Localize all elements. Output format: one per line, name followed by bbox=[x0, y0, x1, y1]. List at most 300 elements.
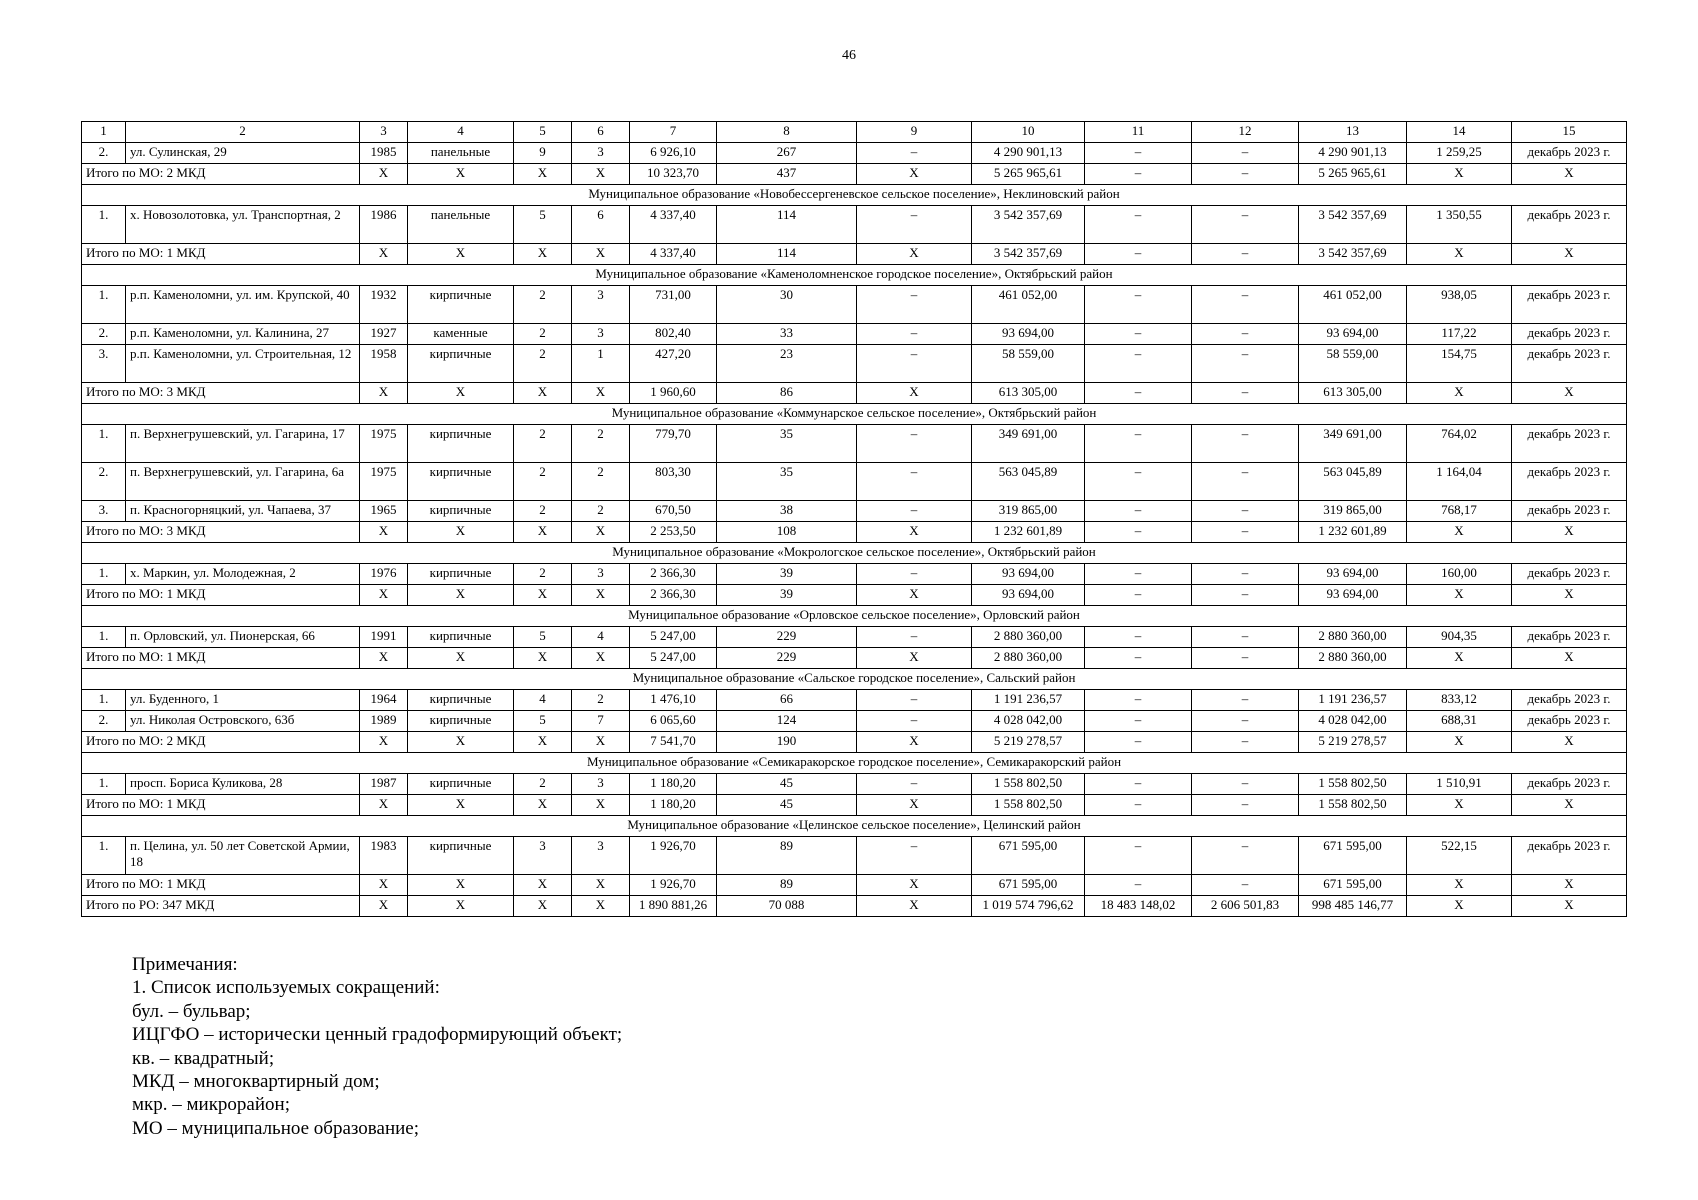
subtotal-cell: 89 bbox=[717, 875, 857, 896]
abbreviation-item: кв. – квадратный; bbox=[132, 1047, 275, 1069]
subtotal-cell: 1 180,20 bbox=[630, 795, 717, 816]
building-address: просп. Бориса Куликова, 28 bbox=[126, 774, 360, 795]
subtotal-cell: Х bbox=[857, 585, 972, 606]
building-cell: 2 bbox=[572, 425, 630, 463]
subtotal-cell: 190 bbox=[717, 732, 857, 753]
building-cell: 2 366,30 bbox=[630, 564, 717, 585]
subtotal-cell: Х bbox=[1407, 244, 1512, 265]
building-cell: – bbox=[857, 143, 972, 164]
subtotal-cell: Х bbox=[408, 648, 514, 669]
abbreviation-item: бул. – бульвар; bbox=[132, 1000, 251, 1022]
building-cell: 229 bbox=[717, 627, 857, 648]
building-cell: 803,30 bbox=[630, 463, 717, 501]
subtotal-cell: 10 323,70 bbox=[630, 164, 717, 185]
subtotal-cell: Х bbox=[360, 585, 408, 606]
subtotal-cell: Х bbox=[1407, 875, 1512, 896]
building-cell: 2 bbox=[514, 774, 572, 795]
subtotal-cell: Х bbox=[360, 795, 408, 816]
subtotal-cell: 3 542 357,69 bbox=[1299, 244, 1407, 265]
building-cell: – bbox=[1192, 143, 1299, 164]
building-cell: – bbox=[1085, 324, 1192, 345]
subtotal-cell: Х bbox=[857, 896, 972, 917]
subtotal-cell: 39 bbox=[717, 585, 857, 606]
building-cell: 671 595,00 bbox=[1299, 837, 1407, 875]
column-number-cell: 7 bbox=[630, 122, 717, 143]
building-cell: 2 bbox=[572, 690, 630, 711]
building-cell: – bbox=[1192, 837, 1299, 875]
building-cell: 6 065,60 bbox=[630, 711, 717, 732]
row-number: 1. bbox=[82, 690, 126, 711]
row-number: 3. bbox=[82, 501, 126, 522]
building-address: р.п. Каменоломни, ул. Калинина, 27 bbox=[126, 324, 360, 345]
building-cell: декабрь 2023 г. bbox=[1512, 345, 1627, 383]
building-cell: 160,00 bbox=[1407, 564, 1512, 585]
subtotal-row bbox=[82, 648, 1627, 669]
building-cell: 1975 bbox=[360, 463, 408, 501]
building-cell: 30 bbox=[717, 286, 857, 324]
subtotal-cell: Х bbox=[514, 648, 572, 669]
column-number-cell: 5 bbox=[514, 122, 572, 143]
subtotal-cell: Х bbox=[857, 732, 972, 753]
building-cell: – bbox=[1085, 286, 1192, 324]
building-row bbox=[82, 463, 1627, 501]
building-cell: – bbox=[1085, 501, 1192, 522]
building-cell: 9 bbox=[514, 143, 572, 164]
building-cell: 3 bbox=[572, 564, 630, 585]
subtotal-cell: Х bbox=[572, 585, 630, 606]
column-number-cell: 13 bbox=[1299, 122, 1407, 143]
building-cell: 2 bbox=[514, 425, 572, 463]
building-cell: 2 bbox=[572, 463, 630, 501]
building-cell: 1989 bbox=[360, 711, 408, 732]
subtotal-cell: 1 960,60 bbox=[630, 383, 717, 404]
building-cell: кирпичные bbox=[408, 345, 514, 383]
row-number: 1. bbox=[82, 837, 126, 875]
building-cell: кирпичные bbox=[408, 286, 514, 324]
building-cell: кирпичные bbox=[408, 425, 514, 463]
column-number-cell: 10 bbox=[972, 122, 1085, 143]
column-number-cell: 1 bbox=[82, 122, 126, 143]
building-cell: 938,05 bbox=[1407, 286, 1512, 324]
building-cell: 1 164,04 bbox=[1407, 463, 1512, 501]
subtotal-cell: 5 247,00 bbox=[630, 648, 717, 669]
building-cell: 427,20 bbox=[630, 345, 717, 383]
building-cell: – bbox=[1192, 286, 1299, 324]
building-row bbox=[82, 690, 1627, 711]
subtotal-cell: 1 232 601,89 bbox=[1299, 522, 1407, 543]
subtotal-cell: Х bbox=[408, 732, 514, 753]
subtotal-label: Итого по РО: 347 МКД bbox=[82, 896, 360, 917]
building-cell: 904,35 bbox=[1407, 627, 1512, 648]
building-cell: – bbox=[1192, 711, 1299, 732]
building-cell: декабрь 2023 г. bbox=[1512, 324, 1627, 345]
subtotal-cell: 2 880 360,00 bbox=[972, 648, 1085, 669]
building-cell: – bbox=[857, 501, 972, 522]
building-cell: – bbox=[1085, 627, 1192, 648]
subtotal-cell: – bbox=[1192, 244, 1299, 265]
building-cell: 2 bbox=[514, 564, 572, 585]
subtotal-row bbox=[82, 244, 1627, 265]
building-cell: 2 bbox=[572, 501, 630, 522]
building-cell: 114 bbox=[717, 206, 857, 244]
building-cell: 688,31 bbox=[1407, 711, 1512, 732]
subtotal-cell: 437 bbox=[717, 164, 857, 185]
subtotal-cell: Х bbox=[572, 648, 630, 669]
building-row bbox=[82, 627, 1627, 648]
subtotal-cell: Х bbox=[1512, 164, 1627, 185]
building-cell: 764,02 bbox=[1407, 425, 1512, 463]
building-cell: 1 350,55 bbox=[1407, 206, 1512, 244]
subtotal-cell: Х bbox=[1512, 383, 1627, 404]
subtotal-cell: 229 bbox=[717, 648, 857, 669]
building-cell: – bbox=[1192, 564, 1299, 585]
building-cell: – bbox=[857, 463, 972, 501]
subtotal-label: Итого по МО: 3 МКД bbox=[82, 522, 360, 543]
subtotal-cell: – bbox=[1192, 795, 1299, 816]
subtotal-cell: Х bbox=[514, 875, 572, 896]
subtotal-cell: Х bbox=[857, 875, 972, 896]
building-cell: – bbox=[857, 690, 972, 711]
building-cell: 45 bbox=[717, 774, 857, 795]
building-cell: декабрь 2023 г. bbox=[1512, 463, 1627, 501]
building-cell: – bbox=[1192, 627, 1299, 648]
building-cell: 3 bbox=[572, 774, 630, 795]
building-cell: 1 191 236,57 bbox=[1299, 690, 1407, 711]
building-address: ул. Буденного, 1 bbox=[126, 690, 360, 711]
subtotal-cell: Х bbox=[857, 164, 972, 185]
building-cell: – bbox=[1192, 206, 1299, 244]
subtotal-cell: Х bbox=[408, 795, 514, 816]
building-cell: 4 337,40 bbox=[630, 206, 717, 244]
subtotal-cell: Х bbox=[572, 896, 630, 917]
subtotal-cell: 93 694,00 bbox=[972, 585, 1085, 606]
building-cell: 58 559,00 bbox=[1299, 345, 1407, 383]
municipality-name: Муниципальное образование «Сальское городское поселение», Сальский район bbox=[82, 669, 1627, 690]
building-cell: 2 bbox=[514, 501, 572, 522]
building-cell: 5 bbox=[514, 711, 572, 732]
subtotal-cell: 3 542 357,69 bbox=[972, 244, 1085, 265]
subtotal-cell: 1 232 601,89 bbox=[972, 522, 1085, 543]
municipality-name: Муниципальное образование «Орловское сельское поселение», Орловский район bbox=[82, 606, 1627, 627]
municipality-name: Муниципальное образование «Новобессергеневское сельское поселение», Неклиновский район bbox=[82, 185, 1627, 206]
building-cell: 1985 bbox=[360, 143, 408, 164]
building-cell: 6 bbox=[572, 206, 630, 244]
building-cell: 154,75 bbox=[1407, 345, 1512, 383]
subtotal-cell: 998 485 146,77 bbox=[1299, 896, 1407, 917]
column-number-cell: 4 bbox=[408, 122, 514, 143]
subtotal-cell: 1 890 881,26 bbox=[630, 896, 717, 917]
notes-title: Примечания: bbox=[132, 954, 238, 975]
building-cell: 93 694,00 bbox=[1299, 324, 1407, 345]
subtotal-cell: 5 265 965,61 bbox=[1299, 164, 1407, 185]
subtotal-cell: Х bbox=[360, 732, 408, 753]
building-cell: 4 028 042,00 bbox=[1299, 711, 1407, 732]
subtotal-cell: Х bbox=[1512, 244, 1627, 265]
building-cell: – bbox=[1085, 774, 1192, 795]
building-cell: панельные bbox=[408, 143, 514, 164]
building-cell: 6 926,10 bbox=[630, 143, 717, 164]
building-cell: 1 510,91 bbox=[1407, 774, 1512, 795]
building-cell: 39 bbox=[717, 564, 857, 585]
building-row bbox=[82, 711, 1627, 732]
building-cell: – bbox=[1192, 463, 1299, 501]
building-address: ул. Николая Островского, 63б bbox=[126, 711, 360, 732]
building-cell: декабрь 2023 г. bbox=[1512, 564, 1627, 585]
building-cell: кирпичные bbox=[408, 690, 514, 711]
column-number-cell: 2 bbox=[126, 122, 360, 143]
building-cell: 1964 bbox=[360, 690, 408, 711]
column-number-cell: 6 bbox=[572, 122, 630, 143]
building-cell: 267 bbox=[717, 143, 857, 164]
subtotal-row bbox=[82, 585, 1627, 606]
subtotal-cell: 18 483 148,02 bbox=[1085, 896, 1192, 917]
building-address: п. Верхнегрушевский, ул. Гагарина, 6а bbox=[126, 463, 360, 501]
building-cell: – bbox=[1085, 206, 1192, 244]
building-cell: 1 180,20 bbox=[630, 774, 717, 795]
building-cell: – bbox=[1085, 463, 1192, 501]
subtotal-label: Итого по МО: 1 МКД bbox=[82, 875, 360, 896]
municipality-name: Муниципальное образование «Каменоломненское городское поселение», Октябрьский район bbox=[82, 265, 1627, 286]
subtotal-cell: 1 558 802,50 bbox=[972, 795, 1085, 816]
building-cell: 802,40 bbox=[630, 324, 717, 345]
subtotal-cell: – bbox=[1085, 732, 1192, 753]
building-cell: 5 bbox=[514, 627, 572, 648]
building-cell: – bbox=[857, 345, 972, 383]
subtotal-cell: 70 088 bbox=[717, 896, 857, 917]
subtotal-cell: – bbox=[1085, 164, 1192, 185]
subtotal-row bbox=[82, 164, 1627, 185]
building-cell: 5 247,00 bbox=[630, 627, 717, 648]
subtotal-cell: – bbox=[1085, 795, 1192, 816]
building-cell: 670,50 bbox=[630, 501, 717, 522]
building-cell: – bbox=[1085, 564, 1192, 585]
row-number: 2. bbox=[82, 143, 126, 164]
municipality-name: Муниципальное образование «Целинское сельское поселение», Целинский район bbox=[82, 816, 1627, 837]
building-cell: 4 bbox=[514, 690, 572, 711]
building-cell: декабрь 2023 г. bbox=[1512, 425, 1627, 463]
building-cell: 4 290 901,13 bbox=[972, 143, 1085, 164]
building-cell: 3 542 357,69 bbox=[972, 206, 1085, 244]
abbreviation-item: МКД – многоквартирный дом; bbox=[132, 1071, 380, 1093]
building-row bbox=[82, 774, 1627, 795]
building-cell: 349 691,00 bbox=[1299, 425, 1407, 463]
building-cell: 1975 bbox=[360, 425, 408, 463]
building-row bbox=[82, 286, 1627, 324]
subtotal-cell: Х bbox=[1407, 585, 1512, 606]
row-number: 1. bbox=[82, 206, 126, 244]
building-address: п. Красногорняцкий, ул. Чапаева, 37 bbox=[126, 501, 360, 522]
building-cell: кирпичные bbox=[408, 463, 514, 501]
building-cell: декабрь 2023 г. bbox=[1512, 143, 1627, 164]
building-cell: – bbox=[1085, 690, 1192, 711]
row-number: 1. bbox=[82, 564, 126, 585]
subtotal-cell: Х bbox=[572, 732, 630, 753]
building-cell: – bbox=[1192, 345, 1299, 383]
subtotal-cell: Х bbox=[514, 585, 572, 606]
municipality-header-row bbox=[82, 185, 1627, 206]
building-cell: 3 bbox=[572, 837, 630, 875]
subtotal-cell: 2 606 501,83 bbox=[1192, 896, 1299, 917]
building-cell: 522,15 bbox=[1407, 837, 1512, 875]
building-cell: кирпичные bbox=[408, 564, 514, 585]
building-cell: 1 926,70 bbox=[630, 837, 717, 875]
building-cell: кирпичные bbox=[408, 837, 514, 875]
subtotal-cell: Х bbox=[514, 896, 572, 917]
building-cell: – bbox=[857, 286, 972, 324]
building-cell: панельные bbox=[408, 206, 514, 244]
building-cell: 3 542 357,69 bbox=[1299, 206, 1407, 244]
building-cell: 38 bbox=[717, 501, 857, 522]
building-cell: 35 bbox=[717, 425, 857, 463]
subtotal-cell: 108 bbox=[717, 522, 857, 543]
subtotal-label: Итого по МО: 1 МКД bbox=[82, 585, 360, 606]
building-cell: 833,12 bbox=[1407, 690, 1512, 711]
building-cell: 1 558 802,50 bbox=[1299, 774, 1407, 795]
building-cell: каменные bbox=[408, 324, 514, 345]
municipality-header-row bbox=[82, 669, 1627, 690]
column-number-cell: 12 bbox=[1192, 122, 1299, 143]
subtotal-cell: Х bbox=[572, 522, 630, 543]
page-number: 46 bbox=[842, 48, 856, 63]
subtotal-cell: Х bbox=[408, 522, 514, 543]
building-cell: декабрь 2023 г. bbox=[1512, 690, 1627, 711]
subtotal-cell: Х bbox=[572, 875, 630, 896]
subtotal-cell: Х bbox=[514, 244, 572, 265]
building-cell: – bbox=[1085, 425, 1192, 463]
building-cell: кирпичные bbox=[408, 501, 514, 522]
building-cell: 3 bbox=[572, 286, 630, 324]
municipality-header-row bbox=[82, 404, 1627, 425]
building-address: п. Орловский, ул. Пионерская, 66 bbox=[126, 627, 360, 648]
subtotal-cell: 5 219 278,57 bbox=[1299, 732, 1407, 753]
building-row bbox=[82, 324, 1627, 345]
subtotal-cell: – bbox=[1192, 648, 1299, 669]
subtotal-cell: Х bbox=[360, 164, 408, 185]
building-cell: – bbox=[1192, 425, 1299, 463]
subtotal-label: Итого по МО: 1 МКД bbox=[82, 795, 360, 816]
subtotal-cell: Х bbox=[1512, 896, 1627, 917]
building-cell: 58 559,00 bbox=[972, 345, 1085, 383]
subtotal-cell: 1 558 802,50 bbox=[1299, 795, 1407, 816]
subtotal-cell: 2 366,30 bbox=[630, 585, 717, 606]
building-address: х. Новозолотовка, ул. Транспортная, 2 bbox=[126, 206, 360, 244]
building-address: п. Целина, ул. 50 лет Советской Армии, 18 bbox=[126, 837, 360, 875]
subtotal-row bbox=[82, 522, 1627, 543]
building-cell: – bbox=[1192, 501, 1299, 522]
building-cell: – bbox=[857, 711, 972, 732]
column-number-cell: 3 bbox=[360, 122, 408, 143]
building-cell: декабрь 2023 г. bbox=[1512, 501, 1627, 522]
row-number: 2. bbox=[82, 463, 126, 501]
building-cell: 93 694,00 bbox=[972, 564, 1085, 585]
building-cell: – bbox=[857, 425, 972, 463]
building-cell: 7 bbox=[572, 711, 630, 732]
row-number: 2. bbox=[82, 324, 126, 345]
building-cell: 1987 bbox=[360, 774, 408, 795]
subtotal-cell: Х bbox=[360, 383, 408, 404]
building-cell: 5 bbox=[514, 206, 572, 244]
building-cell: 1986 bbox=[360, 206, 408, 244]
subtotal-cell: 86 bbox=[717, 383, 857, 404]
subtotal-cell: Х bbox=[514, 383, 572, 404]
subtotal-cell: 7 541,70 bbox=[630, 732, 717, 753]
building-cell: – bbox=[1085, 837, 1192, 875]
building-cell: 1965 bbox=[360, 501, 408, 522]
subtotal-row bbox=[82, 896, 1627, 917]
building-cell: 2 bbox=[514, 286, 572, 324]
building-cell: 89 bbox=[717, 837, 857, 875]
building-cell: 93 694,00 bbox=[1299, 564, 1407, 585]
building-cell: – bbox=[1085, 345, 1192, 383]
subtotal-cell: – bbox=[1192, 522, 1299, 543]
municipality-header-row bbox=[82, 816, 1627, 837]
municipality-header-row bbox=[82, 753, 1627, 774]
subtotal-cell: – bbox=[1085, 522, 1192, 543]
building-cell: 1991 bbox=[360, 627, 408, 648]
subtotal-cell: Х bbox=[1512, 795, 1627, 816]
building-cell: 1 259,25 bbox=[1407, 143, 1512, 164]
building-cell: 2 880 360,00 bbox=[972, 627, 1085, 648]
subtotal-cell: – bbox=[1085, 383, 1192, 404]
building-cell: 1932 bbox=[360, 286, 408, 324]
building-cell: 1976 bbox=[360, 564, 408, 585]
subtotal-cell: Х bbox=[1407, 648, 1512, 669]
building-cell: декабрь 2023 г. bbox=[1512, 774, 1627, 795]
subtotal-cell: 5 219 278,57 bbox=[972, 732, 1085, 753]
building-cell: 563 045,89 bbox=[1299, 463, 1407, 501]
subtotal-cell: – bbox=[1192, 732, 1299, 753]
subtotal-cell: – bbox=[1085, 875, 1192, 896]
building-cell: – bbox=[857, 206, 972, 244]
subtotal-row bbox=[82, 383, 1627, 404]
building-cell: 23 bbox=[717, 345, 857, 383]
subtotal-cell: Х bbox=[1407, 383, 1512, 404]
column-number-cell: 8 bbox=[717, 122, 857, 143]
subtotal-cell: Х bbox=[408, 244, 514, 265]
building-cell: – bbox=[1192, 690, 1299, 711]
subtotal-cell: Х bbox=[1407, 164, 1512, 185]
building-cell: 1 476,10 bbox=[630, 690, 717, 711]
building-cell: 3 bbox=[514, 837, 572, 875]
subtotal-cell: 613 305,00 bbox=[972, 383, 1085, 404]
building-address: х. Маркин, ул. Молодежная, 2 bbox=[126, 564, 360, 585]
subtotal-cell: Х bbox=[857, 383, 972, 404]
subtotal-cell: Х bbox=[408, 585, 514, 606]
subtotal-cell: Х bbox=[360, 648, 408, 669]
building-cell: 461 052,00 bbox=[1299, 286, 1407, 324]
building-cell: – bbox=[857, 627, 972, 648]
subtotal-cell: 613 305,00 bbox=[1299, 383, 1407, 404]
subtotal-row bbox=[82, 732, 1627, 753]
subtotal-cell: Х bbox=[1512, 648, 1627, 669]
subtotal-cell: 671 595,00 bbox=[972, 875, 1085, 896]
building-cell: 1 558 802,50 bbox=[972, 774, 1085, 795]
subtotal-cell: Х bbox=[408, 896, 514, 917]
building-cell: 319 865,00 bbox=[972, 501, 1085, 522]
subtotal-cell: Х bbox=[572, 164, 630, 185]
subtotal-cell: – bbox=[1085, 585, 1192, 606]
abbreviation-item: мкр. – микрорайон; bbox=[132, 1094, 290, 1116]
subtotal-cell: Х bbox=[572, 383, 630, 404]
building-row bbox=[82, 143, 1627, 164]
subtotal-cell: Х bbox=[1407, 896, 1512, 917]
building-row bbox=[82, 564, 1627, 585]
building-cell: декабрь 2023 г. bbox=[1512, 627, 1627, 648]
building-cell: декабрь 2023 г. bbox=[1512, 286, 1627, 324]
building-row bbox=[82, 501, 1627, 522]
building-cell: декабрь 2023 г. bbox=[1512, 837, 1627, 875]
building-cell: – bbox=[857, 837, 972, 875]
